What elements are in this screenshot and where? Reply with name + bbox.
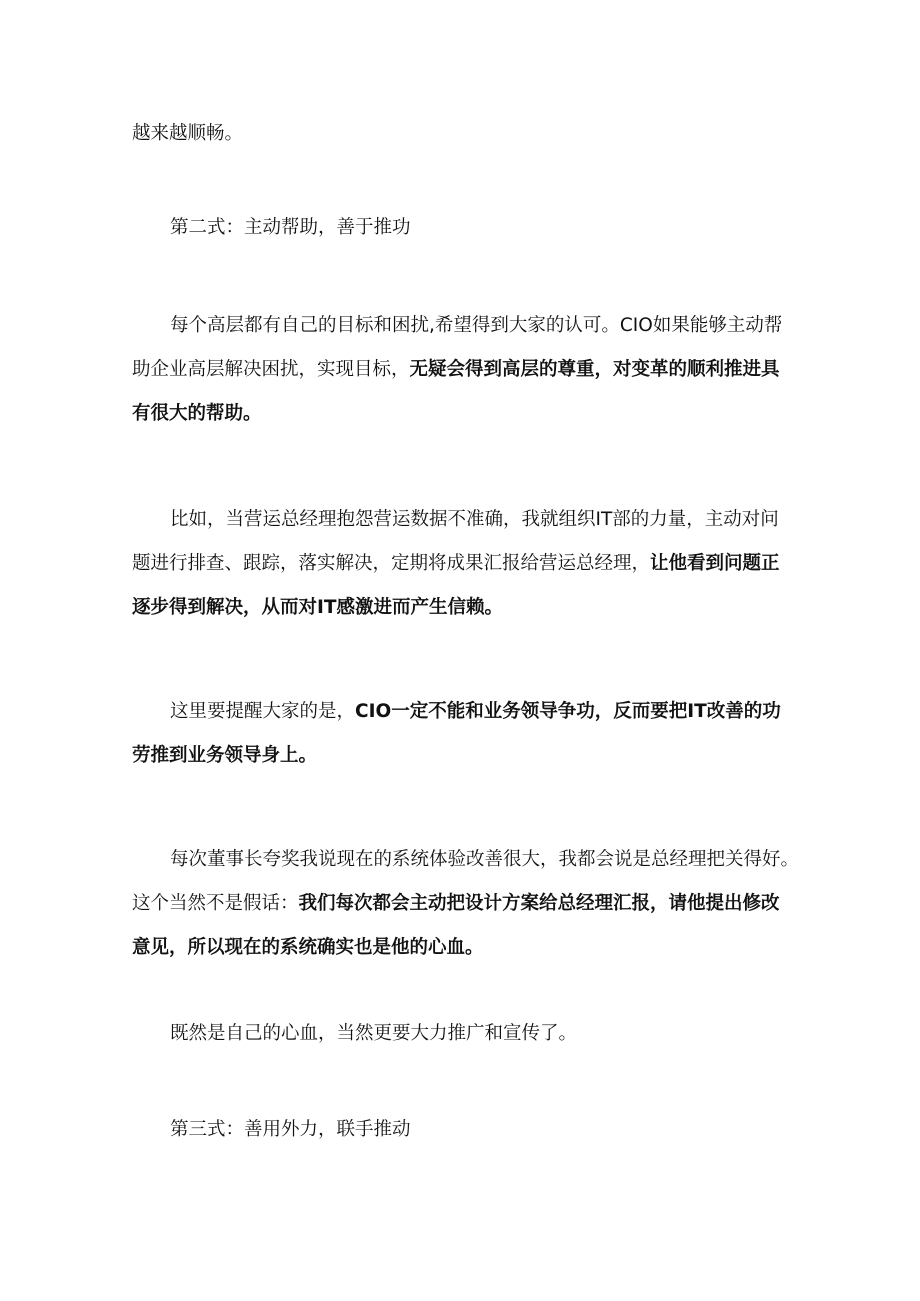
text-run: 助企业高层解决困扰，实现目标， (132, 359, 410, 380)
text-line (132, 304, 792, 348)
text-line (132, 1012, 792, 1056)
text-run: 这里要提醒大家的是， (170, 701, 356, 722)
bold-text-run: 无疑会得到高层的尊重，对变革的顺利推进具 (409, 359, 780, 380)
bold-text-run: CIO一定不能和业务领导争功，反而要把IT改善的功 (355, 701, 781, 722)
text-line (132, 348, 792, 392)
text-line (132, 926, 792, 970)
bold-text-run: 有很大的帮助。 (132, 403, 262, 424)
text-line (132, 838, 800, 882)
text-line (132, 690, 792, 734)
bold-text-run: 劳推到业务领导身上。 (132, 745, 318, 766)
text-run: 越来越顺畅。 (132, 123, 244, 144)
paragraph-continuation (132, 112, 792, 156)
text-run: 比如，当营运总经理抱怨营运数据不准确，我就组织IT部的力量，主动对问 (170, 509, 779, 530)
text-run: 每个高层都有自己的目标和困扰,希望得到大家的认可。CIO如果能够主动帮 (170, 315, 783, 336)
text-line (132, 734, 792, 778)
text-line (132, 392, 792, 436)
heading-text: 第三式：善用外力，联手推动 (170, 1119, 411, 1140)
text-run: 题进行排查、跟踪，落实解决，定期将成果汇报给营运总经理， (132, 553, 651, 574)
text-run: 既然是自己的心血，当然更要大力推广和宣传了。 (170, 1023, 578, 1044)
bold-text-run: 意见，所以现在的系统确实也是他的心血。 (132, 937, 484, 958)
text-line (132, 206, 792, 250)
text-line (132, 1108, 792, 1152)
text-line (132, 498, 792, 542)
paragraph-example-operations (132, 498, 792, 630)
text-run: 每次董事长夸奖我说现在的系统体验改善很大，我都会说是总经理把关得好。 (170, 849, 800, 870)
paragraph-reminder (132, 690, 792, 778)
text-line (132, 586, 792, 630)
bold-text-run: 我们每次都会主动把设计方案给总经理汇报，请他提出修改 (298, 893, 780, 914)
text-run: 这个当然不是假话： (132, 893, 299, 914)
section-heading-3 (132, 1108, 792, 1152)
bold-text-run: 逐步得到解决，从而对IT感激进而产生信赖。 (132, 597, 504, 618)
text-line (132, 542, 792, 586)
text-line (132, 882, 792, 926)
section-heading-2 (132, 206, 792, 250)
paragraph-chairman-praise (132, 838, 800, 970)
paragraph-promote (132, 1012, 792, 1056)
paragraph-help-executives (132, 304, 792, 436)
text-line (132, 112, 792, 156)
heading-text: 第二式：主动帮助，善于推功 (170, 217, 411, 238)
bold-text-run: 让他看到问题正 (650, 553, 780, 574)
